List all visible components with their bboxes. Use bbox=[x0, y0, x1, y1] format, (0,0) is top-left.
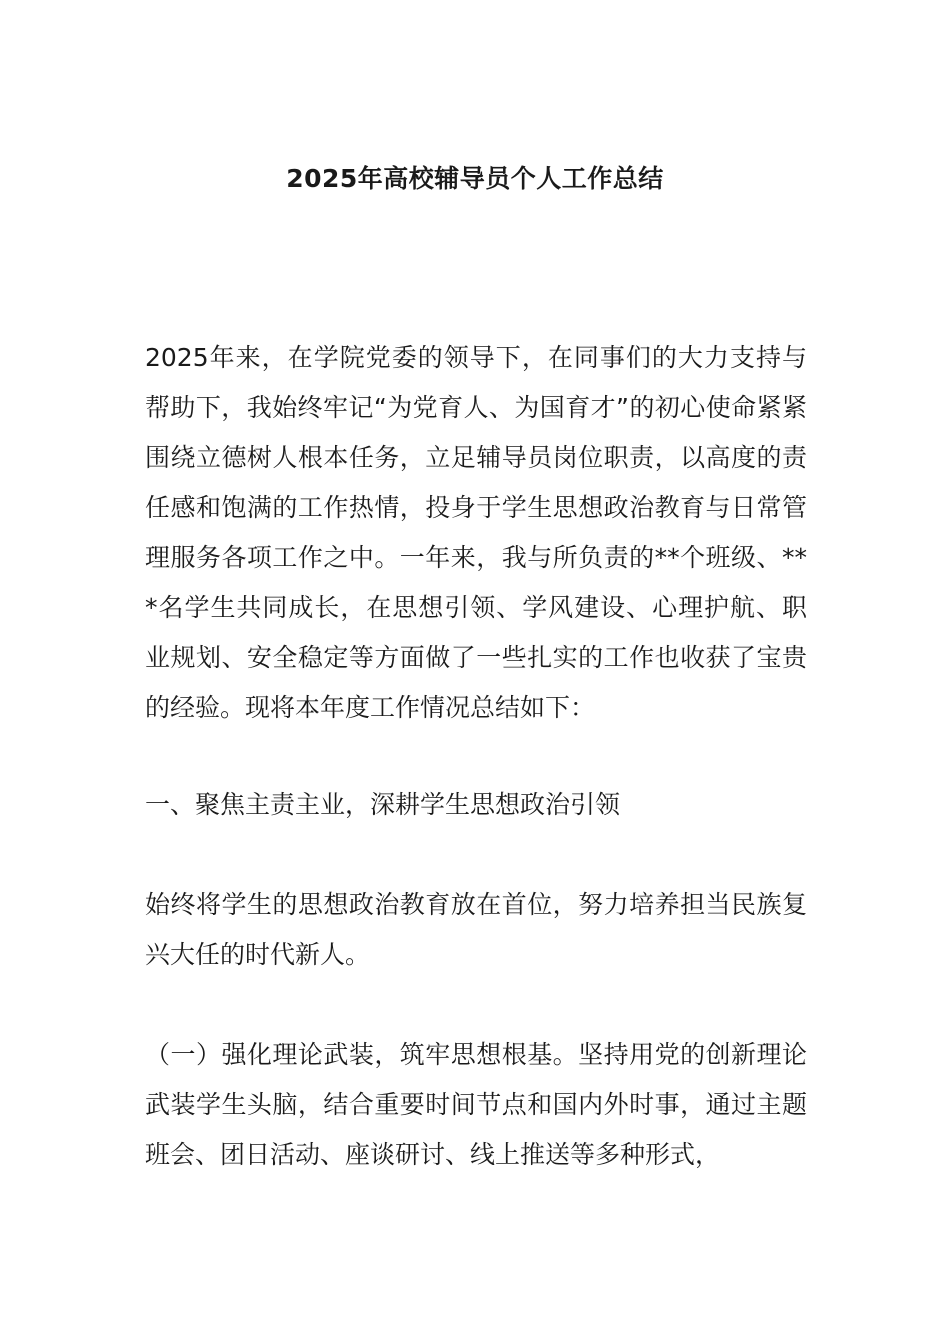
section-heading: 一、聚焦主责主业，深耕学生思想政治引领 bbox=[145, 790, 621, 819]
section-intro-paragraph: 始终将学生的思想政治教育放在首位，努力培养担当民族复兴大任的时代新人。 bbox=[145, 890, 807, 969]
document-title: 2025年高校辅导员个人工作总结 bbox=[286, 164, 664, 193]
intro-paragraph: 2025年来，在学院党委的领导下，在同事们的大力支持与帮助下，我始终牢记“为党育人、为国育才”的初心使命紧紧围绕立德树人根本任务，立足辅导员岗位职责，以高度的责任感和饱满的工作热情，投身于学生思想政治教育与日常管理服务各项工作之中。一年来，我与所负责的**个班级、***名学生共同成长，在思想引领、学风建设、心理护航、职业规划、安全稳定等方面做了一些扎实的工作也收获了宝贵的经验。现将本年度工作情况总结如下： bbox=[145, 343, 807, 722]
subsection-paragraph: （一）强化理论武装，筑牢思想根基。坚持用党的创新理论武装学生头脑，结合重要时间节点和国内外时事，通过主题班会、团日活动、座谈研讨、线上推送等多种形式， bbox=[145, 1040, 807, 1169]
